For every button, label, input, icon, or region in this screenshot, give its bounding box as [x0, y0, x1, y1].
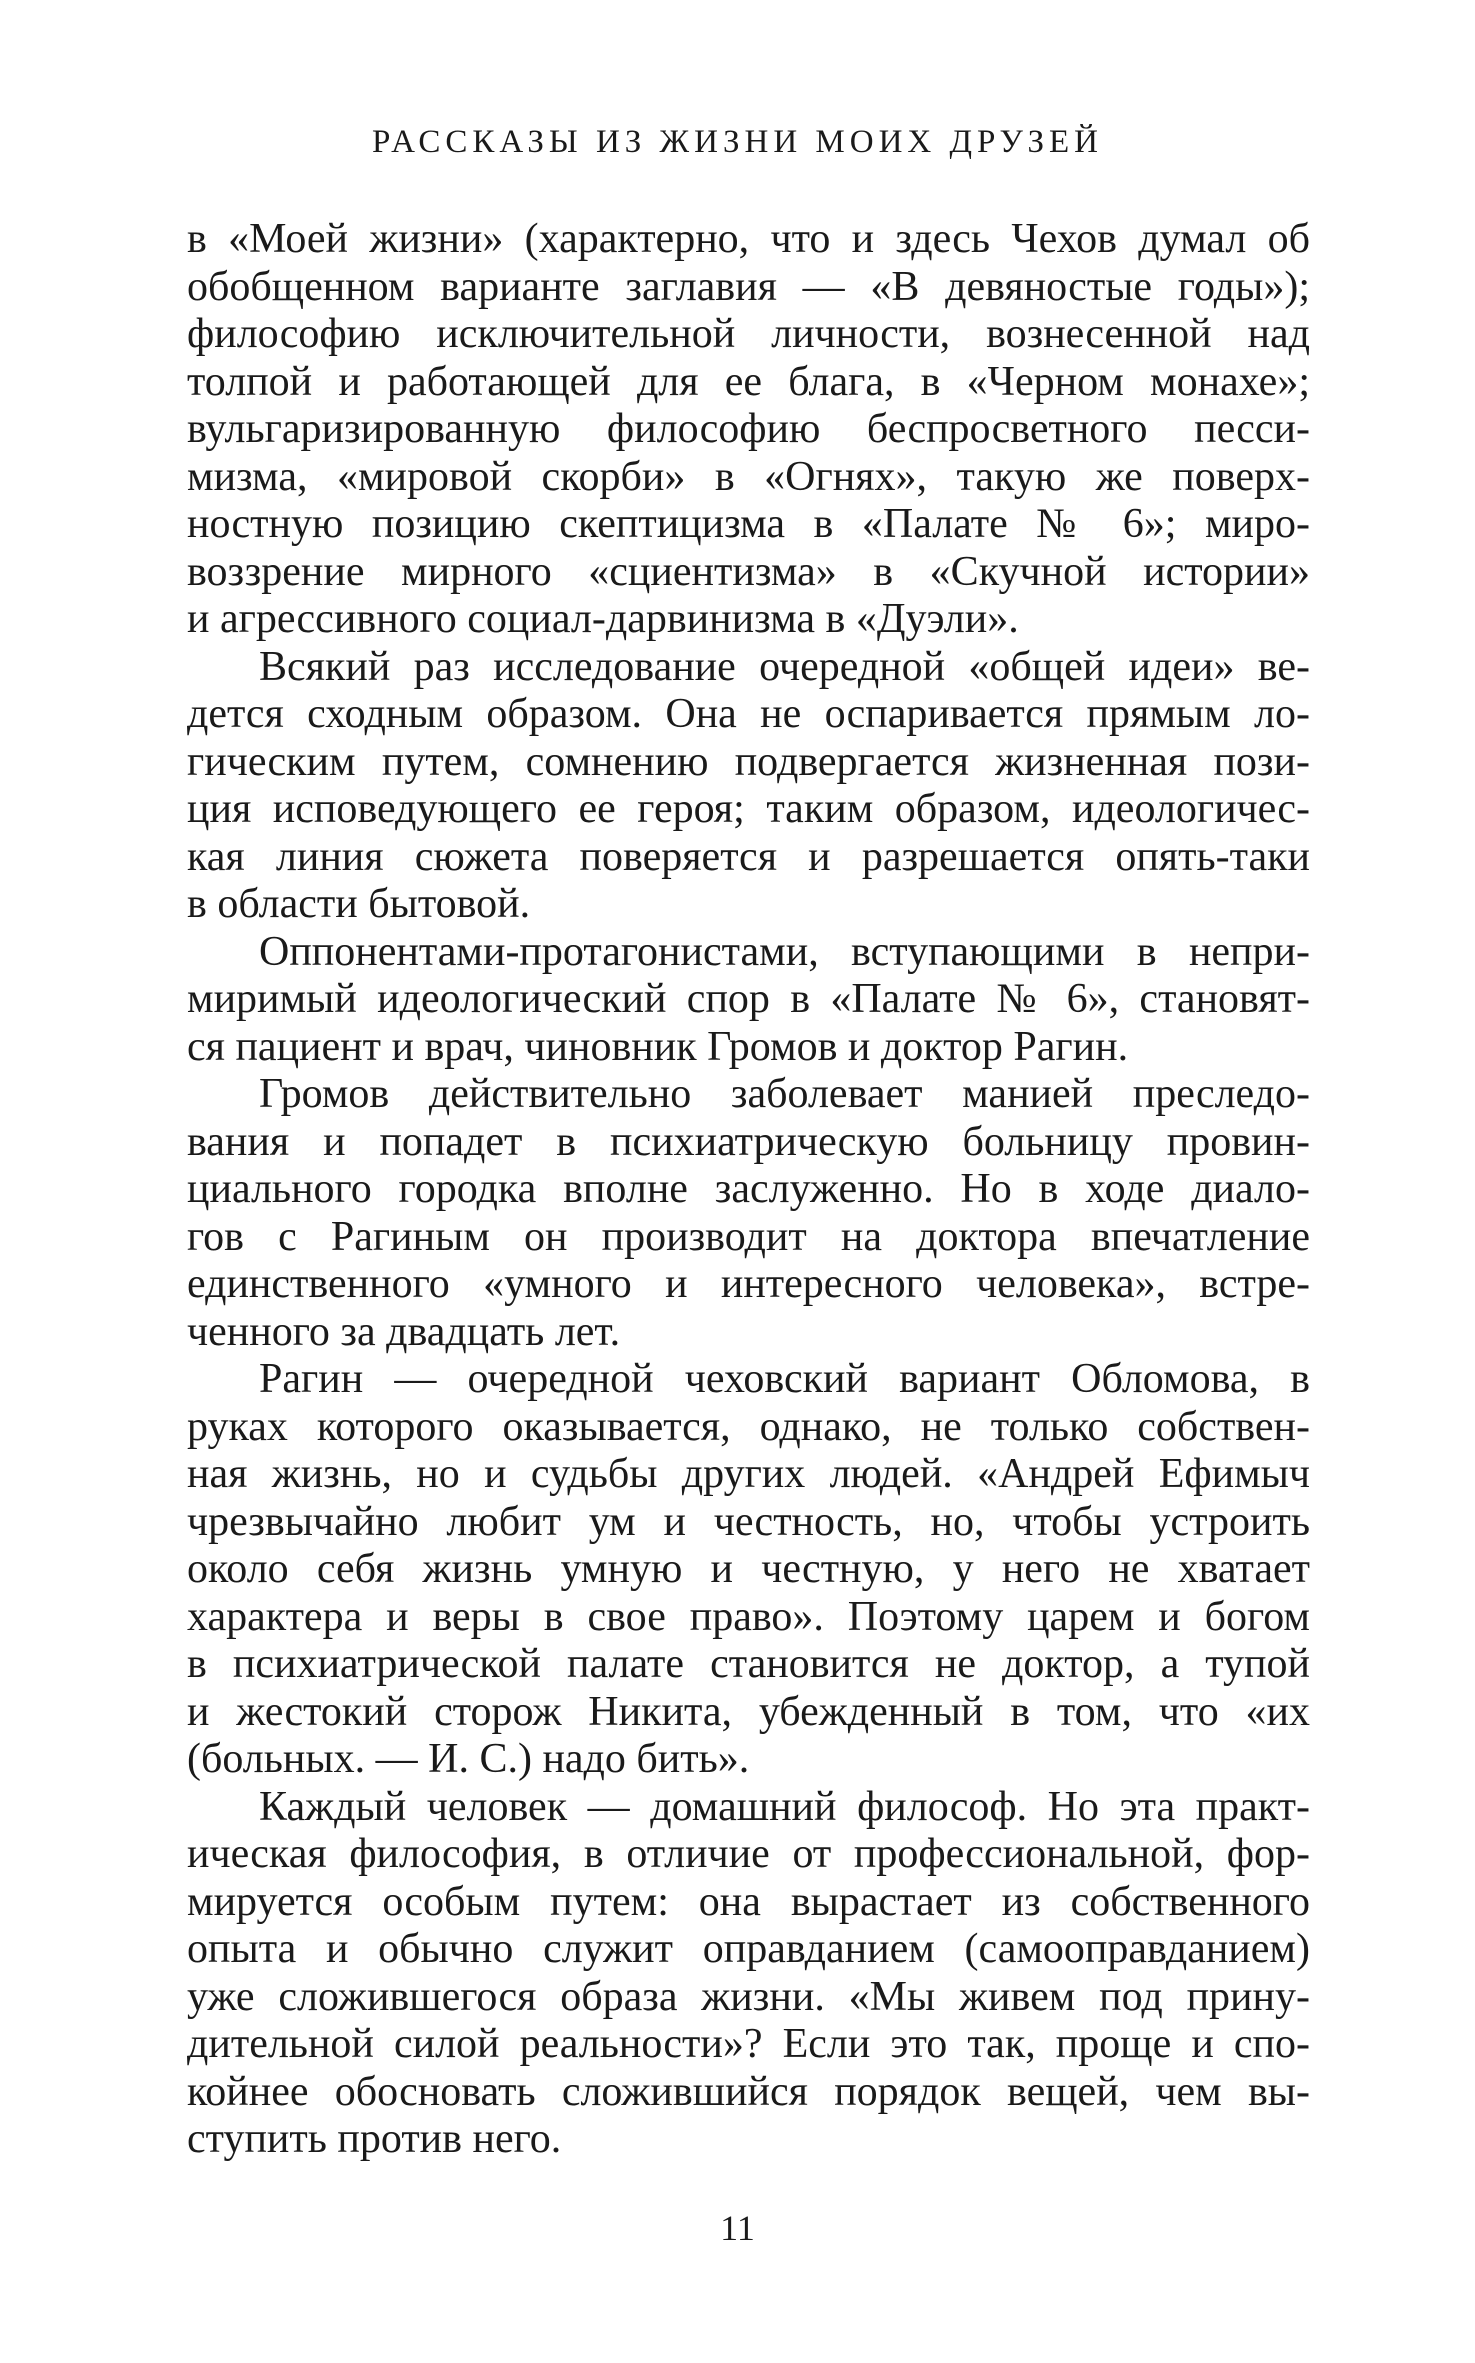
- text-line: дется сходным образом. Она не оспаривается прямым ло-: [187, 691, 1310, 737]
- text-line: характера и веры в свое право». Поэтому царем и богом: [187, 1593, 1310, 1640]
- text-line: уже сложившегося образа жизни. «Мы живем под прину-: [187, 1973, 1310, 2020]
- body-text: [187, 216, 1310, 2164]
- text-line: и агрессивного социал-дарвинизма в «Дуэли».: [187, 596, 1019, 642]
- paragraph: [187, 1784, 1310, 2164]
- text-line: ностную позицию скептицизма в «Палате № 6»; миро-: [187, 501, 1310, 547]
- text-line: кая линия сюжета поверяется и разрешается опять-таки: [187, 833, 1310, 880]
- text-line: толпой и работающей для ее блага, в «Черном монахе»;: [187, 358, 1310, 405]
- text-line: Всякий раз исследование очередной «общей идеи» ве-: [259, 643, 1310, 690]
- paragraph: [187, 1071, 1310, 1356]
- text-line: воззрение мирного «сциентизма» в «Скучной истории»: [187, 548, 1310, 595]
- text-line: гическим путем, сомнению подвергается жизненная пози-: [187, 738, 1310, 785]
- text-line: мируется особым путем: она вырастает из собственного: [187, 1878, 1310, 1925]
- text-line: ическая философия, в отличие от профессиональной, фор-: [187, 1831, 1310, 1877]
- text-line: гов с Рагиным он производит на доктора впечатление: [187, 1213, 1310, 1260]
- text-line: опыта и обычно служит оправданием (самооправданием): [187, 1926, 1310, 1972]
- text-line: вульгаризированную философию беспросветного песси-: [187, 406, 1310, 452]
- text-line: Оппонентами-протагонистами, вступающими в непри-: [259, 928, 1310, 975]
- text-line: ся пациент и врач, чиновник Громов и доктор Рагин.: [187, 1023, 1129, 1070]
- text-line: чрезвычайно любит ум и честность, но, чтобы устроить: [187, 1498, 1310, 1545]
- text-line: и жестокий сторож Никита, убежденный в том, что «их: [187, 1688, 1310, 1735]
- text-line: циального городка вполне заслуженно. Но в ходе диало-: [187, 1166, 1310, 1212]
- text-line: вания и попадет в психиатрическую больницу провин-: [187, 1118, 1310, 1165]
- text-line: в психиатрической палате становится не доктор, а тупой: [187, 1641, 1310, 1687]
- paragraph: [187, 929, 1310, 1072]
- text-line: руках которого оказывается, однако, не только собствен-: [187, 1403, 1310, 1450]
- text-line: ступить против него.: [187, 2116, 562, 2162]
- paragraph: [187, 216, 1310, 644]
- text-line: ция исповедующего ее героя; таким образом, идеологичес-: [187, 786, 1310, 832]
- text-line: в области бытовой.: [187, 881, 531, 927]
- text-line: (больных. — И. С.) надо бить».: [187, 1736, 750, 1782]
- text-line: Громов действительно заболевает манией преследо-: [259, 1071, 1310, 1117]
- paragraph: [187, 1356, 1310, 1784]
- text-line: обобщенном варианте заглавия — «В девяностые годы»);: [187, 263, 1310, 310]
- text-line: ченного за двадцать лет.: [187, 1308, 621, 1355]
- text-line: койнее обосновать сложившийся порядок вещей, чем вы-: [187, 2068, 1310, 2115]
- text-line: единственного «умного и интересного человека», встре-: [187, 1261, 1310, 1307]
- paragraph: [187, 644, 1310, 929]
- text-line: дительной силой реальности»? Если это так, проще и спо-: [187, 2021, 1310, 2067]
- text-line: ная жизнь, но и судьбы других людей. «Андрей Ефимыч: [187, 1451, 1310, 1497]
- text-line: Каждый человек — домашний философ. Но эта практ-: [259, 1783, 1310, 1830]
- text-line: Рагин — очередной чеховский вариант Обломова, в: [259, 1356, 1310, 1402]
- text-line: миримый идеологический спор в «Палате № 6», становят-: [187, 976, 1310, 1022]
- text-line: около себя жизнь умную и честную, у него не хватает: [187, 1546, 1310, 1592]
- text-line: мизма, «мировой скорби» в «Огнях», такую же поверх-: [187, 453, 1310, 500]
- text-line: философию исключительной личности, вознесенной над: [187, 311, 1310, 357]
- page-number: 11: [720, 2208, 755, 2248]
- running-head: РАССКАЗЫ ИЗ ЖИЗНИ МОИХ ДРУЗЕЙ: [372, 124, 1103, 160]
- text-line: в «Моей жизни» (характерно, что и здесь Чехов думал об: [187, 216, 1310, 262]
